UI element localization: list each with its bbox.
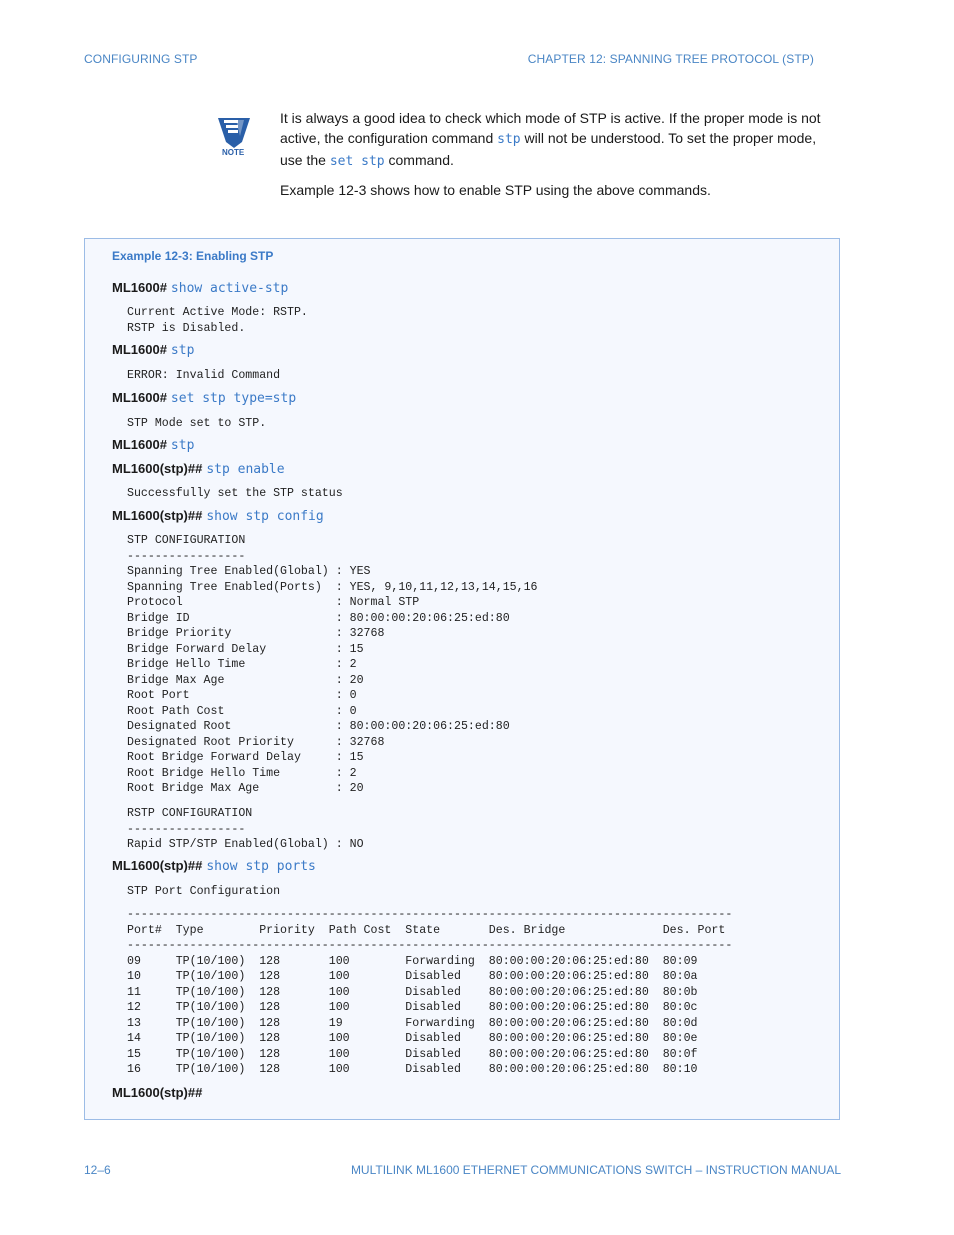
command-line: ML1600# set stp type=stp <box>112 390 297 406</box>
manual-title-footer: MULTILINK ML1600 ETHERNET COMMUNICATIONS SWITCH – INSTRUCTION MANUAL <box>350 1163 841 1177</box>
command-line: ML1600(stp)## show stp config <box>112 508 324 524</box>
command-line: ML1600(stp)## show stp ports <box>112 858 316 874</box>
example-title: Example 12-3: Enabling STP <box>112 249 274 263</box>
command-line: ML1600# show active-stp <box>112 280 289 296</box>
final-prompt: ML1600(stp)## <box>112 1085 203 1100</box>
command-output: STP Port Configuration <box>127 885 281 898</box>
command-output: ERROR: Invalid Command <box>127 369 281 382</box>
note-text <box>280 108 835 200</box>
page-number: 12–6 <box>84 1163 111 1177</box>
command-line: ML1600(stp)## stp enable <box>112 461 285 477</box>
stp-configuration-output: STP CONFIGURATION ----------------- Spanning Tree Enabled(Global) : YES Spanning Tree Enabled(Ports) : YES, 9,10,11,12,13,14,15,16 Protocol : Normal STP Bridge ID : 80:00:00:20:06:25:ed:80 Bridge Priority : 32768 Bridge Forward Delay : 15 Bridge Hello Time : 2 Bridge Max Age : 20 Root Port : 0 Root Path Cost : 0 Designated Root : 80:00:00:20:06:25:ed:80 Designated Root Priority : 32768 Root Bridge Forward Delay : 15 Root Bridge Hello Time : 2 Root Bridge Max Age : 20 <box>127 534 538 795</box>
command-line: ML1600# stp <box>112 437 195 453</box>
command-output: Successfully set the STP status <box>127 487 343 500</box>
note-paragraph: It is always a good idea to check which mode of STP is active. If the proper mode is not active, the configuration command stp will not be understood. To set the proper mode, use the set stp command. <box>280 110 821 169</box>
example-box <box>84 238 840 1120</box>
stp-ports-table: --------------------------------------------------------------------------------------- Port# Type Priority Path Cost State Des. Bridge Des. Port --------------------------------------------------------------------------------------- 09 TP(10/100) 128 100 Forwarding 80:00:00:20:06:25:ed:80 80:09 10 TP(10/100) 128 100 Disabled 80:00:00:20:06:25:ed:80 80:0a 11 TP(10/100) 128 100 Disabled 80:00:00:20:06:25:ed:80 80:0b 12 TP(10/100) 128 100 Disabled 80:00:00:20:06:25:ed:80 80:0c 13 TP(10/100) 128 19 Forwarding 80:00:00:20:06:25:ed:80 80:0d 14 TP(10/100) 128 100 Disabled 80:00:00:20:06:25:ed:80 80:0e 15 TP(10/100) 128 100 Disabled 80:00:00:20:06:25:ed:80 80:0f 16 TP(10/100) 128 100 Disabled 80:00:00:20:06:25:ed:80 80:10 <box>127 908 733 1076</box>
command-output: Current Active Mode: RSTP. RSTP is Disabled. <box>127 306 308 335</box>
running-header-left: CONFIGURING STP <box>84 52 198 66</box>
command-output: STP Mode set to STP. <box>127 417 267 430</box>
command-line: ML1600# stp <box>112 342 195 358</box>
running-header-right: CHAPTER 12: SPANNING TREE PROTOCOL (STP) <box>527 52 814 66</box>
inline-code-set-stp: set stp <box>329 154 385 169</box>
note-icon-label: NOTE <box>222 148 245 157</box>
example-reference-paragraph: Example 12-3 shows how to enable STP using the above commands. <box>280 182 711 198</box>
inline-code-stp: stp <box>497 132 521 147</box>
rstp-configuration-output: RSTP CONFIGURATION ----------------- Rapid STP/STP Enabled(Global) : NO <box>127 807 364 851</box>
